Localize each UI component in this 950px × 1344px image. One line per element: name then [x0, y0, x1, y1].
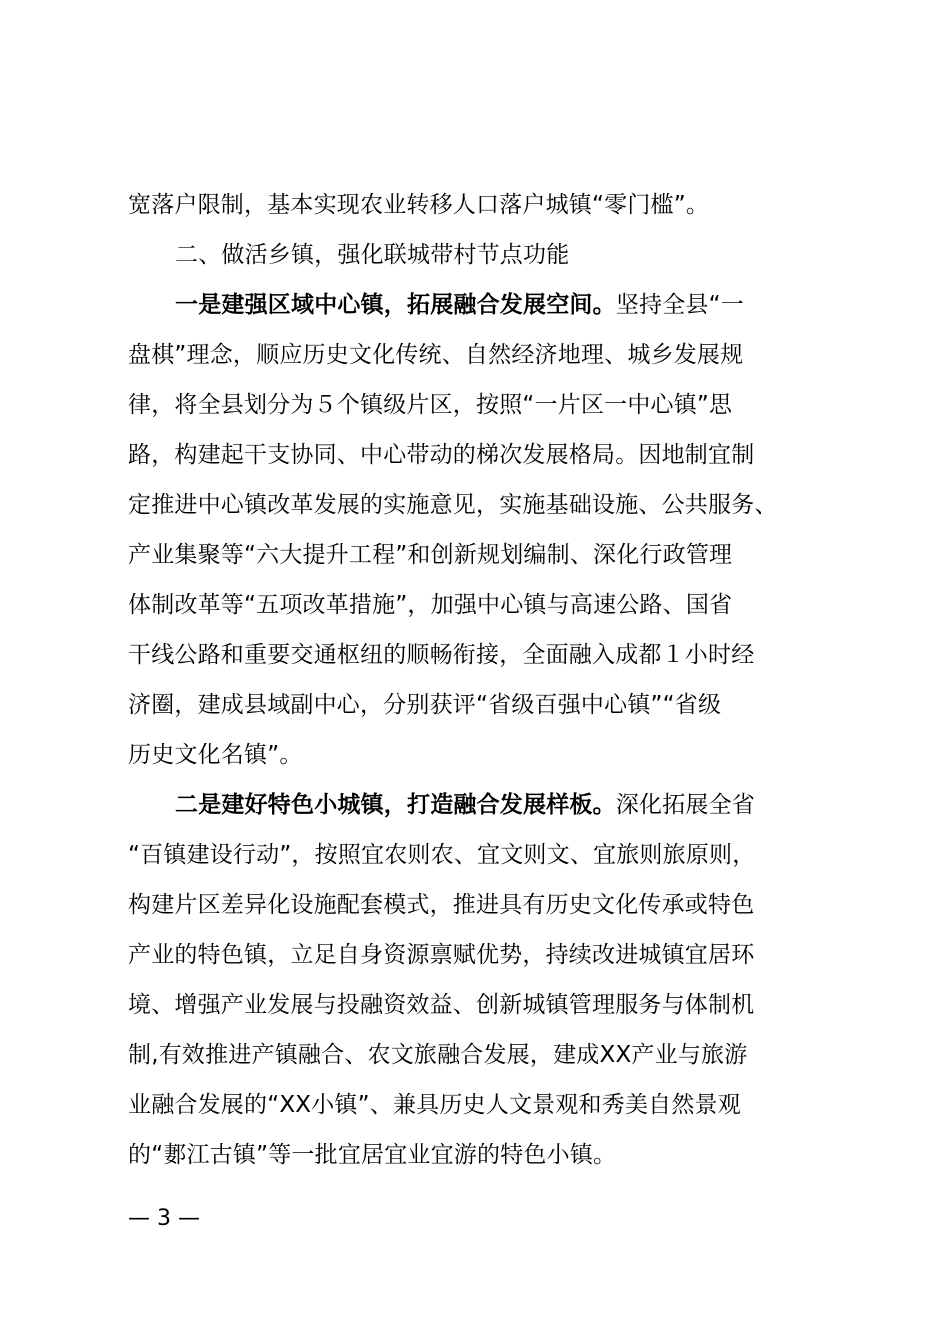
text-line: 的“郪江古镇”等一批宜居宜业宜游的特色小镇。: [128, 1142, 617, 1168]
text-line: “百镇建设行动”，按照宜农则农、宜文则文、宜旅则旅原则，: [128, 842, 756, 868]
paragraph-lead-heading: 一是建强区域中心镇，拓展融合发展空间。: [175, 292, 616, 318]
section-heading: 二、做活乡镇，强化联城带村节点功能: [175, 242, 570, 268]
text-line: 律，将全县划分为５个镇级片区，按照“一片区一中心镇”思: [128, 392, 733, 418]
text-line: 宽落户限制，基本实现农业转移人口落户城镇“零门槛”。: [128, 192, 710, 218]
text-line: 产业的特色镇，立足自身资源禀赋优势，持续改进城镇宜居环: [128, 942, 755, 968]
text-line: 境、增强产业发展与投融资效益、创新城镇管理服务与体制机: [128, 992, 755, 1018]
page-number: — 3 —: [128, 1206, 200, 1231]
paragraph-first-line: [175, 290, 895, 320]
text-line: 产业集聚等“六大提升工程”和创新规划编制、深化行政管理: [128, 542, 733, 568]
text-line: 构建片区差异化设施配套模式，推进具有历史文化传承或特色: [128, 892, 755, 918]
text-span: 坚持全县“一: [615, 292, 744, 318]
text-line: 体制改革等“五项改革措施”，加强中心镇与高速公路、国省: [128, 592, 733, 618]
text-line: 盘棋”理念，顺应历史文化传统、自然经济地理、城乡发展规: [128, 342, 744, 368]
paragraph-first-line: [175, 790, 895, 820]
text-line: 路，构建起干支协同、中心带动的梯次发展格局。因地制宜制: [128, 442, 755, 468]
text-line: 制,有效推进产镇融合、农文旅融合发展，建成XX产业与旅游: [128, 1042, 748, 1068]
text-span: 深化拓展全省: [615, 792, 756, 818]
text-line: 历史文化名镇”。: [128, 742, 303, 768]
paragraph-lead-heading: 二是建好特色小城镇，打造融合发展样板。: [175, 792, 616, 818]
text-line: 济圈，建成县域副中心，分别获评“省级百强中心镇”“省级: [128, 692, 722, 718]
text-line: 干线公路和重要交通枢纽的顺畅衔接，全面融入成都１小时经: [128, 642, 755, 668]
text-line: 业融合发展的“XX小镇”、兼具历史人文景观和秀美自然景观: [128, 1092, 741, 1118]
text-line: 定推进中心镇改革发展的实施意见，实施基础设施、公共服务、: [128, 492, 778, 518]
